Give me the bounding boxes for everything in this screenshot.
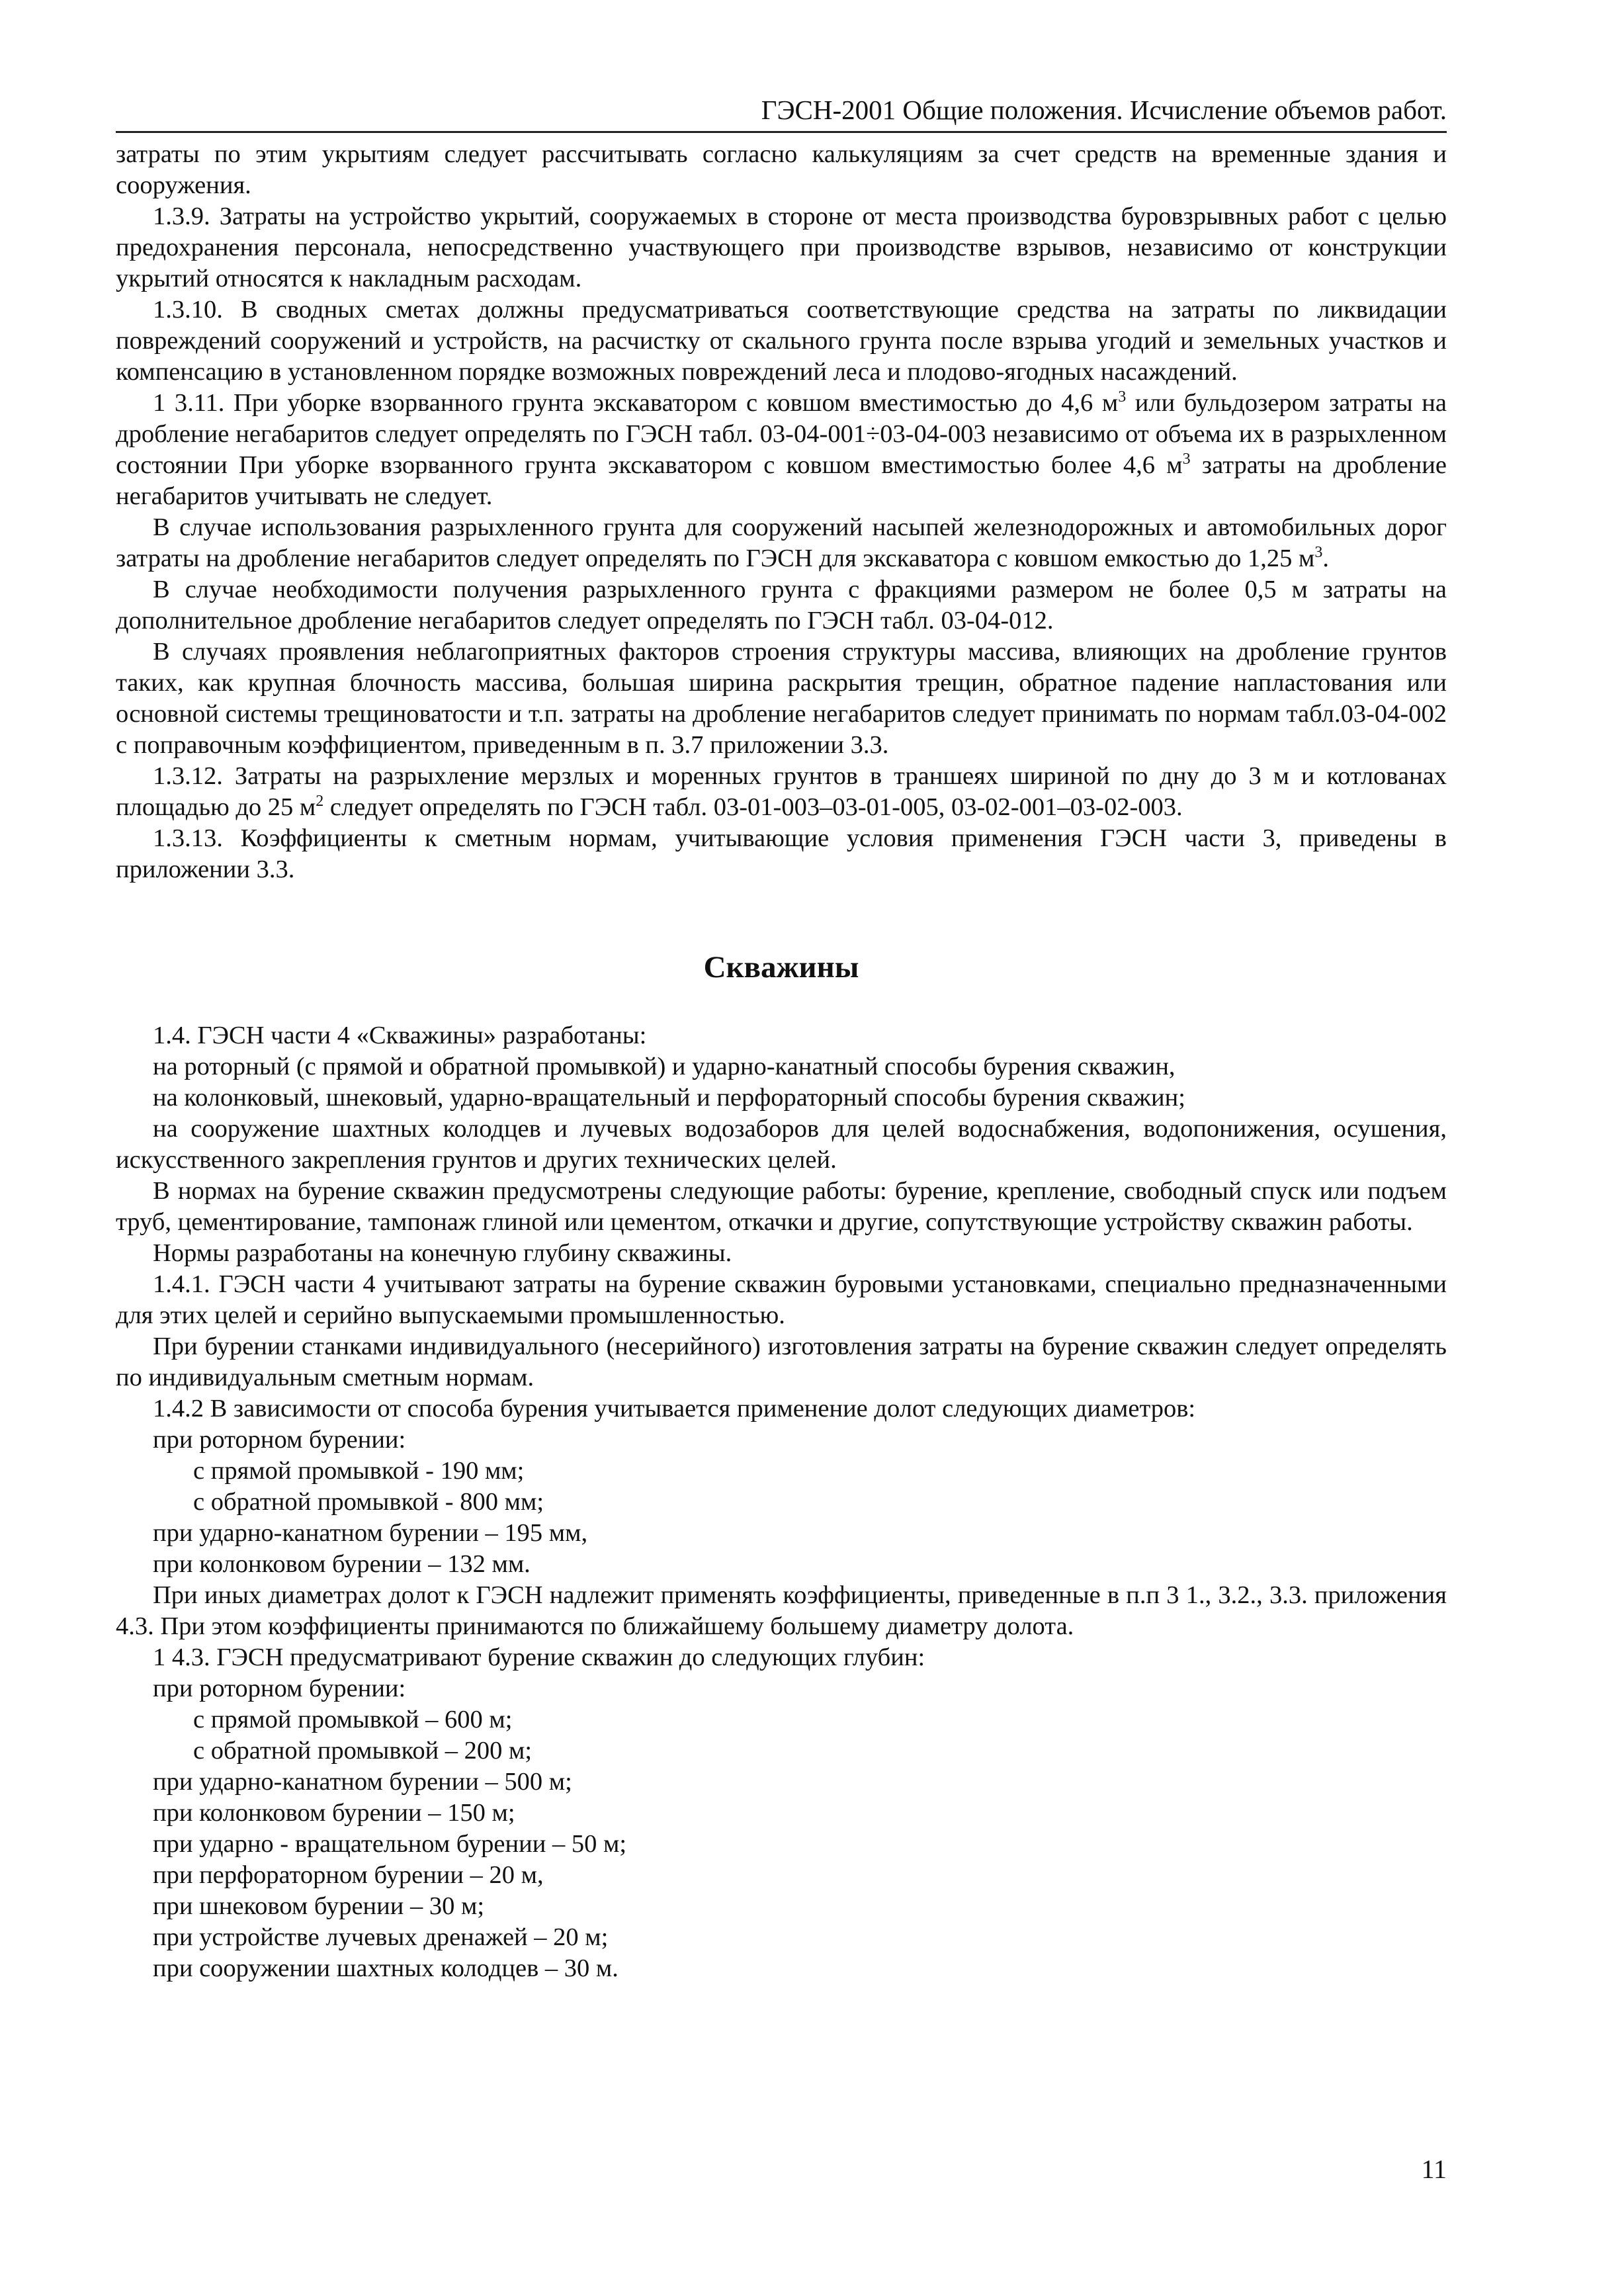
paragraph: Нормы разработаны на конечную глубину скважины.: [153, 1239, 732, 1267]
paragraph: [116, 512, 1447, 574]
paragraph-1-4: 1.4. ГЭСН части 4 «Скважины» разработаны:: [153, 1022, 647, 1049]
paragraph-1-4-3: 1 4.3. ГЭСН предусматривают бурение скважин до следующих глубин:: [153, 1643, 925, 1671]
paragraph-1-4-1: 1.4.1. ГЭСН части 4 учитывают затраты на бурение скважин буровыми установками, специально предназначенными для этих целей и серийно выпускаемыми промышленностью.: [116, 1270, 1447, 1329]
text-run: 1 3.11. При уборке взорванного грунта экскаватором с ковшом вместимостью до 4,6 м: [153, 389, 1119, 417]
superscript: 2: [316, 793, 324, 810]
text-run: или бульдозером затраты на дробление негабаритов следует определять по ГЭСН табл. 03-04-001÷03-04-003 независимо от объема их в разрыхленном состоянии При уборке взорванного грунта экскаватором с ковшом вместимостью более 4,6 м: [116, 389, 1447, 479]
list-item: при колонковом бурении – 132 мм.: [153, 1550, 531, 1578]
section-heading: Скважины: [703, 950, 859, 984]
list-item: на роторный (с прямой и обратной промывкой) и ударно-канатный способы бурения скважин,: [153, 1053, 1175, 1080]
list-item: при роторном бурении:: [153, 1675, 406, 1702]
running-header: [116, 85, 1447, 133]
superscript: 3: [1314, 544, 1323, 562]
list-item: с обратной промывкой - 800 мм;: [193, 1488, 544, 1516]
text-run: 1.3.12. Затраты на разрыхление мерзлых и моренных грунтов в траншеях шириной по дну до 3 м и котлованах площадью до 25 м: [116, 762, 1447, 821]
list-item: при устройстве лучевых дренажей – 20 м;: [153, 1923, 609, 1951]
header-title: ГЭСН-2001 Общие положения. Исчисление объемов работ.: [761, 95, 1447, 125]
list-item: с обратной промывкой – 200 м;: [193, 1737, 533, 1765]
paragraph: В нормах на бурение скважин предусмотрены следующие работы: бурение, крепление, свободный спуск или подъем труб, цементирование, тампонаж глиной или цементом, откачки и другие, сопутствующие устройству скважин работы.: [116, 1177, 1447, 1236]
list-item: на сооружение шахтных колодцев и лучевых водозаборов для целей водоснабжения, водопонижения, осушения, искусственного закрепления грунтов и других технических целей.: [116, 1115, 1447, 1174]
paragraph: При иных диаметрах долот к ГЭСН надлежит применять коэффициенты, приведенные в п.п 3 1., 3.2., 3.3. приложения 4.3. При этом коэффициенты принимаются по ближайшему большему диаметру долота.: [116, 1581, 1447, 1640]
paragraph-1-3-12: [116, 761, 1447, 823]
paragraph-1-3-13: 1.3.13. Коэффициенты к сметным нормам, учитывающие условия применения ГЭСН части 3, приведены в приложении 3.3.: [116, 824, 1447, 883]
document-body: [116, 139, 1447, 1984]
text-run: затраты на дробление негабаритов учитывать не следует.: [116, 451, 1447, 510]
list-item: с прямой промывкой - 190 мм;: [193, 1457, 525, 1485]
list-item: при перфораторном бурении – 20 м,: [153, 1861, 544, 1889]
list-item: при ударно-канатном бурении – 500 м;: [153, 1768, 572, 1796]
page-number: 11: [1421, 2154, 1447, 2184]
list-item: при роторном бурении:: [153, 1426, 406, 1454]
paragraph-1-3-9: 1.3.9. Затраты на устройство укрытий, сооружаемых в стороне от места производства буровзрывных работ с целью предохранения персонала, непосредственно участвующего при производстве взрывов, независимо от конструкции укрытий относятся к накладным расходам.: [116, 202, 1447, 292]
list-item: на колонковый, шнековый, ударно-вращательный и перфораторный способы бурения скважин;: [153, 1084, 1185, 1112]
paragraph: В случаях проявления неблагоприятных факторов строения структуры массива, влияющих на дробление грунтов таких, как крупная блочность массива, большая ширина раскрытия трещин, обратное падение напластования или основной системы трещиноватости и т.п. затраты на дробление негабаритов следует принимать по нормам табл.03-04-002 с поправочным коэффициентом, приведенным в п. 3.7 приложении 3.3.: [116, 638, 1447, 759]
list-item: при ударно - вращательном бурении – 50 м;: [153, 1830, 627, 1858]
superscript: 3: [1118, 388, 1127, 406]
superscript: 3: [1182, 451, 1191, 468]
list-item: при сооружении шахтных колодцев – 30 м.: [153, 1954, 619, 1982]
text-run: В случае использования разрыхленного грунта для сооружений насыпей железнодорожных и автомобильных дорог затраты на дробление негабаритов следует определять по ГЭСН для экскаватора с ковшом емкостью до 1,25 м: [116, 513, 1447, 572]
paragraph: При бурении станками индивидуального (несерийного) изготовления затраты на бурение скважин следует определять по индивидуальным сметным нормам.: [116, 1333, 1447, 1391]
paragraph-1-3-10: 1.3.10. В сводных сметах должны предусматриваться соответствующие средства на затраты по ликвидации повреждений сооружений и устройств, на расчистку от скального грунта после взрыва угодий и земельных участков и компенсацию в установленном порядке возможных повреждений леса и плодово-ягодных насаждений.: [116, 296, 1447, 386]
text-run: следует определять по ГЭСН табл. 03-01-003–03-01-005, 03-02-001–03-02-003.: [323, 793, 1183, 821]
list-item: с прямой промывкой – 600 м;: [193, 1706, 513, 1733]
paragraph: затраты по этим укрытиям следует рассчитывать согласно калькуляциям за счет средств на временные здания и сооружения.: [116, 140, 1447, 199]
text-run: .: [1322, 545, 1330, 572]
list-item: при шнековом бурении – 30 м;: [153, 1892, 485, 1920]
list-item: при ударно-канатном бурении – 195 мм,: [153, 1519, 588, 1547]
paragraph-1-4-2: 1.4.2 В зависимости от способа бурения учитывается применение долот следующих диаметров:: [153, 1395, 1196, 1422]
paragraph-1-3-11: [116, 388, 1447, 512]
paragraph: В случае необходимости получения разрыхленного грунта с фракциями размером не более 0,5 м затраты на дополнительное дробление негабаритов следует определять по ГЭСН табл. 03-04-012.: [116, 576, 1447, 634]
list-item: при колонковом бурении – 150 м;: [153, 1799, 515, 1827]
